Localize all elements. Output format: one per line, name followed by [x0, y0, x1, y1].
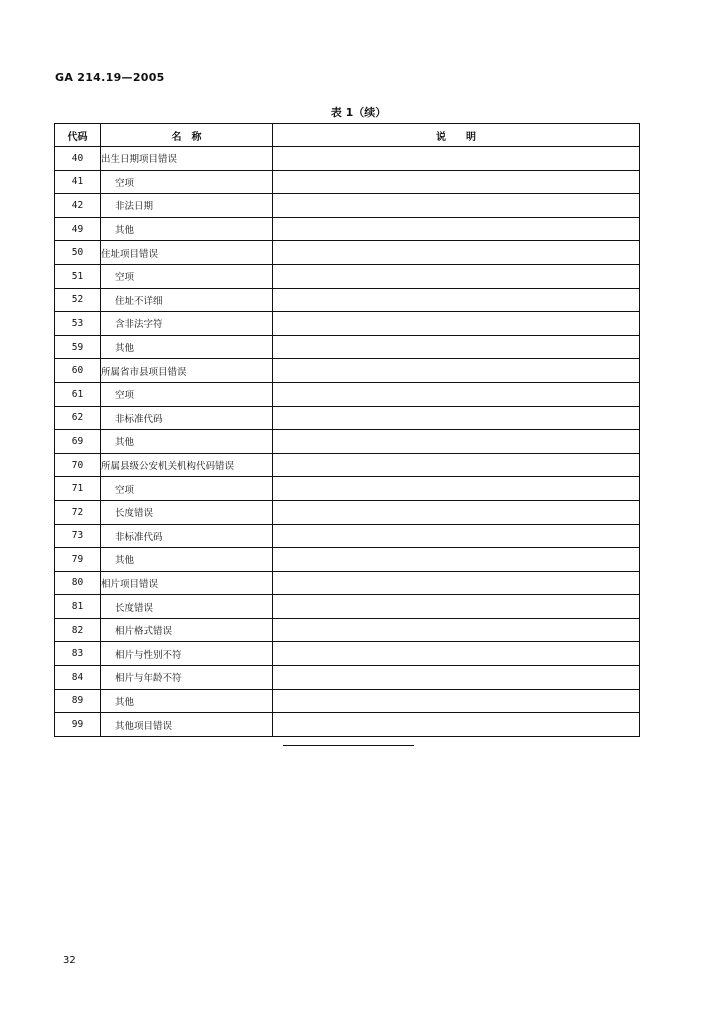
row-code: 41 — [55, 170, 101, 194]
row-description — [273, 288, 640, 312]
column-header-code: 代码 — [55, 124, 101, 147]
row-description — [273, 500, 640, 524]
row-name: 相片与性别不符 — [101, 642, 273, 666]
table-body — [55, 147, 640, 737]
table-row — [55, 406, 640, 430]
row-name: 其他 — [101, 217, 273, 241]
row-name: 含非法字符 — [101, 312, 273, 336]
row-code: 62 — [55, 406, 101, 430]
table-row — [55, 170, 640, 194]
row-description — [273, 595, 640, 619]
row-name: 相片格式错误 — [101, 618, 273, 642]
table-row — [55, 548, 640, 572]
table-row — [55, 288, 640, 312]
table-row — [55, 666, 640, 690]
row-name: 其他项目错误 — [101, 713, 273, 737]
table-row — [55, 689, 640, 713]
row-code: 72 — [55, 500, 101, 524]
row-description — [273, 406, 640, 430]
row-name: 空项 — [101, 264, 273, 288]
row-name: 住址项目错误 — [101, 241, 273, 265]
table-row — [55, 194, 640, 218]
row-name: 其他 — [101, 335, 273, 359]
row-description — [273, 571, 640, 595]
row-code: 73 — [55, 524, 101, 548]
row-code: 42 — [55, 194, 101, 218]
row-code: 80 — [55, 571, 101, 595]
row-description — [273, 524, 640, 548]
row-code: 40 — [55, 147, 101, 171]
row-description — [273, 194, 640, 218]
table-caption: 表 1（续） — [330, 106, 387, 119]
row-description — [273, 430, 640, 454]
row-code: 99 — [55, 713, 101, 737]
row-code: 51 — [55, 264, 101, 288]
row-description — [273, 359, 640, 383]
standard-code: GA 214.19—2005 — [55, 71, 165, 84]
row-description — [273, 147, 640, 171]
row-description — [273, 312, 640, 336]
row-description — [273, 548, 640, 572]
page-number: 32 — [63, 955, 76, 966]
row-code: 83 — [55, 642, 101, 666]
row-code: 50 — [55, 241, 101, 265]
table-row — [55, 430, 640, 454]
table-row — [55, 241, 640, 265]
row-code: 59 — [55, 335, 101, 359]
table-header-row — [55, 124, 640, 147]
row-description — [273, 382, 640, 406]
column-header-name: 名 称 — [101, 124, 273, 147]
row-code: 49 — [55, 217, 101, 241]
row-name: 出生日期项目错误 — [101, 147, 273, 171]
row-description — [273, 477, 640, 501]
row-description — [273, 335, 640, 359]
row-description — [273, 689, 640, 713]
table-row — [55, 335, 640, 359]
row-code: 84 — [55, 666, 101, 690]
row-description — [273, 713, 640, 737]
row-description — [273, 642, 640, 666]
table-row — [55, 382, 640, 406]
table-row — [55, 359, 640, 383]
row-description — [273, 264, 640, 288]
row-name: 所属县级公安机关机构代码错误 — [101, 453, 273, 477]
table-row — [55, 713, 640, 737]
row-code: 81 — [55, 595, 101, 619]
table-row — [55, 524, 640, 548]
row-code: 82 — [55, 618, 101, 642]
end-of-standard-rule — [283, 745, 414, 746]
row-name: 非法日期 — [101, 194, 273, 218]
row-description — [273, 217, 640, 241]
row-name: 其他 — [101, 548, 273, 572]
table-row — [55, 500, 640, 524]
row-description — [273, 666, 640, 690]
error-code-table — [54, 123, 640, 737]
row-code: 69 — [55, 430, 101, 454]
row-description — [273, 453, 640, 477]
table-row — [55, 571, 640, 595]
row-code: 79 — [55, 548, 101, 572]
row-name: 相片与年龄不符 — [101, 666, 273, 690]
row-code: 60 — [55, 359, 101, 383]
row-name: 空项 — [101, 170, 273, 194]
row-code: 61 — [55, 382, 101, 406]
table-row — [55, 595, 640, 619]
row-name: 所属省市县项目错误 — [101, 359, 273, 383]
row-name: 住址不详细 — [101, 288, 273, 312]
row-name: 其他 — [101, 430, 273, 454]
row-name: 相片项目错误 — [101, 571, 273, 595]
row-code: 70 — [55, 453, 101, 477]
table-row — [55, 453, 640, 477]
row-name: 非标准代码 — [101, 406, 273, 430]
table-row — [55, 264, 640, 288]
row-description — [273, 170, 640, 194]
table-row — [55, 147, 640, 171]
row-name: 非标准代码 — [101, 524, 273, 548]
row-description — [273, 241, 640, 265]
row-code: 71 — [55, 477, 101, 501]
row-name: 长度错误 — [101, 500, 273, 524]
table-row — [55, 618, 640, 642]
row-name: 其他 — [101, 689, 273, 713]
table-row — [55, 217, 640, 241]
row-name: 空项 — [101, 477, 273, 501]
table-row — [55, 477, 640, 501]
row-description — [273, 618, 640, 642]
column-header-description: 说 明 — [273, 124, 640, 147]
table-row — [55, 312, 640, 336]
row-code: 89 — [55, 689, 101, 713]
table-row — [55, 642, 640, 666]
row-code: 52 — [55, 288, 101, 312]
row-name: 长度错误 — [101, 595, 273, 619]
row-name: 空项 — [101, 382, 273, 406]
row-code: 53 — [55, 312, 101, 336]
